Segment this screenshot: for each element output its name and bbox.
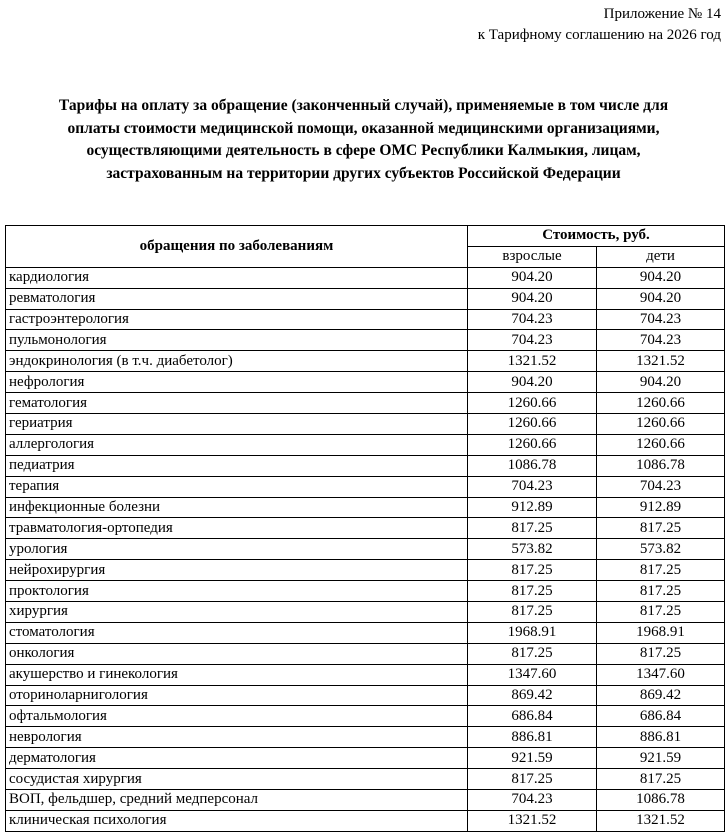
- table-row: [6, 414, 725, 435]
- adult-price: 704.23: [468, 790, 597, 811]
- adult-price: 817.25: [468, 581, 597, 602]
- adult-price: 1260.66: [468, 434, 597, 455]
- child-price: 704.23: [597, 476, 725, 497]
- table-row: [6, 288, 725, 309]
- adult-price: 704.23: [468, 476, 597, 497]
- header-children: дети: [597, 246, 725, 267]
- title-line: оплаты стоимости медицинской помощи, оказанной медицинскими организациями,: [67, 119, 660, 137]
- specialty-name: терапия: [6, 476, 468, 497]
- adult-price: 1968.91: [468, 622, 597, 643]
- table-row: [6, 748, 725, 769]
- adult-price: 1321.52: [468, 351, 597, 372]
- table-row: [6, 455, 725, 476]
- adult-price: 904.20: [468, 372, 597, 393]
- child-price: 1968.91: [597, 622, 725, 643]
- appendix-reference: к Тарифному соглашению на 2026 год: [477, 27, 721, 43]
- table-row: [6, 393, 725, 414]
- table-row: [6, 518, 725, 539]
- tariff-table-body: [6, 267, 725, 831]
- adult-price: 1260.66: [468, 414, 597, 435]
- adult-price: 704.23: [468, 330, 597, 351]
- table-row: [6, 581, 725, 602]
- adult-price: 817.25: [468, 518, 597, 539]
- table-row: [6, 309, 725, 330]
- title-line: застрахованным на территории других субъектов Российской Федерации: [106, 164, 621, 182]
- child-price: 921.59: [597, 748, 725, 769]
- child-price: 817.25: [597, 581, 725, 602]
- child-price: 817.25: [597, 643, 725, 664]
- specialty-name: оториноларнигология: [6, 685, 468, 706]
- child-price: 1321.52: [597, 351, 725, 372]
- adult-price: 921.59: [468, 748, 597, 769]
- table-row: [6, 622, 725, 643]
- specialty-name: педиатрия: [6, 455, 468, 476]
- child-price: 1260.66: [597, 414, 725, 435]
- adult-price: 904.20: [468, 267, 597, 288]
- title-line: Тарифы на оплату за обращение (законченный случай), применяемые в том числе для: [58, 97, 669, 114]
- table-row: [6, 769, 725, 790]
- header-adults: взрослые: [468, 246, 597, 267]
- specialty-name: стоматология: [6, 622, 468, 643]
- specialty-name: проктология: [6, 581, 468, 602]
- header-visit-type: обращения по заболеваниям: [6, 226, 468, 268]
- table-row: [6, 643, 725, 664]
- child-price: 869.42: [597, 685, 725, 706]
- specialty-name: эндокринология (в т.ч. диабетолог): [6, 351, 468, 372]
- child-price: 1086.78: [597, 790, 725, 811]
- specialty-name: аллергология: [6, 434, 468, 455]
- table-row: [6, 476, 725, 497]
- tariff-table: [5, 225, 725, 832]
- adult-price: 573.82: [468, 539, 597, 560]
- table-row: [6, 685, 725, 706]
- adult-price: 704.23: [468, 309, 597, 330]
- specialty-name: гериатрия: [6, 414, 468, 435]
- table-row: [6, 706, 725, 727]
- specialty-name: дерматология: [6, 748, 468, 769]
- appendix-header: [478, 4, 721, 46]
- specialty-name: урология: [6, 539, 468, 560]
- header-cost: Стоимость, руб.: [468, 226, 725, 247]
- adult-price: 912.89: [468, 497, 597, 518]
- specialty-name: гастроэнтерология: [6, 309, 468, 330]
- specialty-name: неврология: [6, 727, 468, 748]
- table-row: [6, 602, 725, 623]
- child-price: 817.25: [597, 560, 725, 581]
- specialty-name: гематология: [6, 393, 468, 414]
- specialty-name: акушерство и гинекология: [6, 664, 468, 685]
- table-row: [6, 727, 725, 748]
- appendix-number: Приложение № 14: [603, 6, 721, 22]
- adult-price: 817.25: [468, 769, 597, 790]
- adult-price: 1086.78: [468, 455, 597, 476]
- child-price: 904.20: [597, 372, 725, 393]
- adult-price: 817.25: [468, 560, 597, 581]
- adult-price: 686.84: [468, 706, 597, 727]
- child-price: 912.89: [597, 497, 725, 518]
- table-row: [6, 372, 725, 393]
- adult-price: 817.25: [468, 602, 597, 623]
- table-row: [6, 351, 725, 372]
- specialty-name: кардиология: [6, 267, 468, 288]
- table-row: [6, 497, 725, 518]
- specialty-name: онкология: [6, 643, 468, 664]
- adult-price: 1260.66: [468, 393, 597, 414]
- table-row: [6, 664, 725, 685]
- document-title: [10, 95, 717, 185]
- table-row: [6, 790, 725, 811]
- table-row: [6, 330, 725, 351]
- adult-price: 904.20: [468, 288, 597, 309]
- specialty-name: клиническая психология: [6, 810, 468, 831]
- specialty-name: травматология-ортопедия: [6, 518, 468, 539]
- child-price: 686.84: [597, 706, 725, 727]
- child-price: 904.20: [597, 288, 725, 309]
- specialty-name: ревматология: [6, 288, 468, 309]
- adult-price: 869.42: [468, 685, 597, 706]
- child-price: 817.25: [597, 518, 725, 539]
- child-price: 704.23: [597, 330, 725, 351]
- title-line: осуществляющими деятельность в сфере ОМС Республики Калмыкия, лицам,: [86, 142, 641, 159]
- child-price: 817.25: [597, 602, 725, 623]
- adult-price: 1321.52: [468, 810, 597, 831]
- child-price: 1347.60: [597, 664, 725, 685]
- table-row: [6, 539, 725, 560]
- child-price: 817.25: [597, 769, 725, 790]
- table-row: [6, 434, 725, 455]
- table-row: [6, 810, 725, 831]
- child-price: 1260.66: [597, 393, 725, 414]
- child-price: 704.23: [597, 309, 725, 330]
- child-price: 904.20: [597, 267, 725, 288]
- specialty-name: пульмонология: [6, 330, 468, 351]
- adult-price: 817.25: [468, 643, 597, 664]
- specialty-name: нефрология: [6, 372, 468, 393]
- child-price: 573.82: [597, 539, 725, 560]
- specialty-name: сосудистая хирургия: [6, 769, 468, 790]
- specialty-name: офтальмология: [6, 706, 468, 727]
- table-row: [6, 560, 725, 581]
- specialty-name: ВОП, фельдшер, средний медперсонал: [6, 790, 468, 811]
- child-price: 886.81: [597, 727, 725, 748]
- child-price: 1260.66: [597, 434, 725, 455]
- specialty-name: инфекционные болезни: [6, 497, 468, 518]
- child-price: 1321.52: [597, 810, 725, 831]
- specialty-name: нейрохирургия: [6, 560, 468, 581]
- adult-price: 886.81: [468, 727, 597, 748]
- child-price: 1086.78: [597, 455, 725, 476]
- table-row: [6, 267, 725, 288]
- adult-price: 1347.60: [468, 664, 597, 685]
- specialty-name: хирургия: [6, 602, 468, 623]
